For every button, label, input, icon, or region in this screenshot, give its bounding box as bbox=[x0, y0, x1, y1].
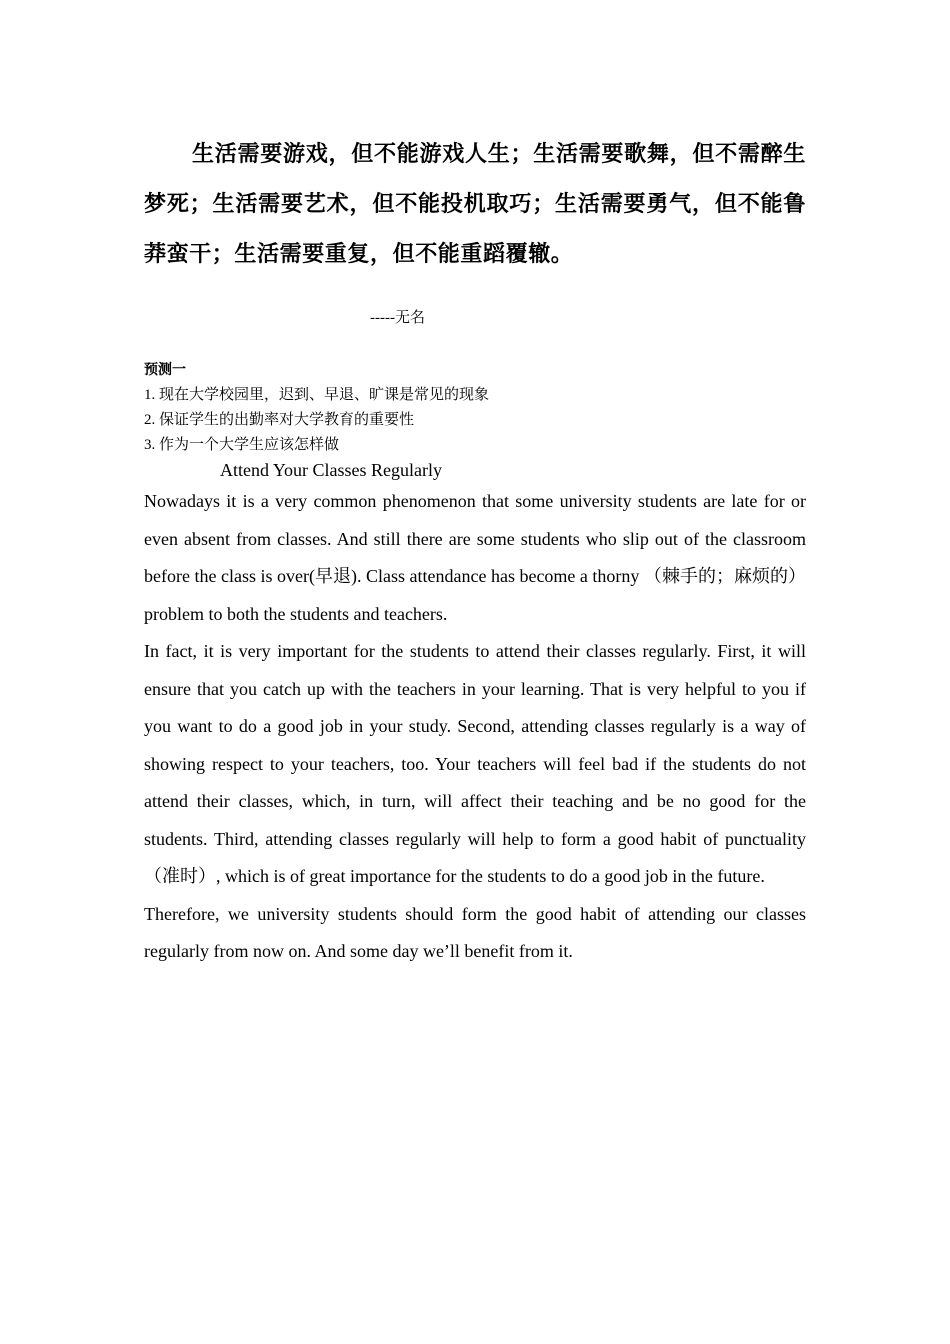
quote-attribution: -----无名 bbox=[370, 310, 425, 326]
prediction-point: 1. 现在大学校园里，迟到、早退、旷课是常见的现象 bbox=[144, 387, 490, 403]
prediction-point: 3. 作为一个大学生应该怎样做 bbox=[144, 437, 340, 453]
essay-title: Attend Your Classes Regularly bbox=[220, 460, 442, 480]
prediction-point: 2. 保证学生的出勤率对大学教育的重要性 bbox=[144, 412, 415, 428]
essay-paragraph: Therefore, we university students should form the good habit of attending our classes regularly from now on. And some day we’ll benefit from it. bbox=[144, 903, 806, 961]
essay-paragraph: In fact, it is very important for the students to attend their classes regularly. First, it will ensure that you catch up with the teachers in your learning. That is very helpful to you if you want to do a good job in your study. Second, attending classes regularly is a way of showing respect to your teachers, too. Your teachers will feel bad if the students do not attend their classes, which, in turn, will affect their teaching and be no good for the students. Third, attending classes regularly will help to form a good habit of punctuality（准时）, which is of great importance for the students to do a good job in the future. bbox=[144, 641, 806, 886]
document-page bbox=[144, 130, 806, 971]
prediction-points bbox=[144, 383, 806, 458]
essay-paragraph: Nowadays it is a very common phenomenon that some university students are late for or even absent from classes. And still there are some students who slip out of the classroom before the class is over(早退). Class attendance has become a thorny （棘手的；麻烦的）problem to both the students and teachers. bbox=[144, 491, 806, 624]
prediction-title: 预测一 bbox=[144, 362, 186, 378]
quote-text: 生活需要游戏，但不能游戏人生；生活需要歌舞，但不需醉生梦死；生活需要艺术，但不能投机取巧；生活需要勇气，但不能鲁莽蛮干；生活需要重复，但不能重蹈覆辙。 bbox=[144, 142, 806, 267]
